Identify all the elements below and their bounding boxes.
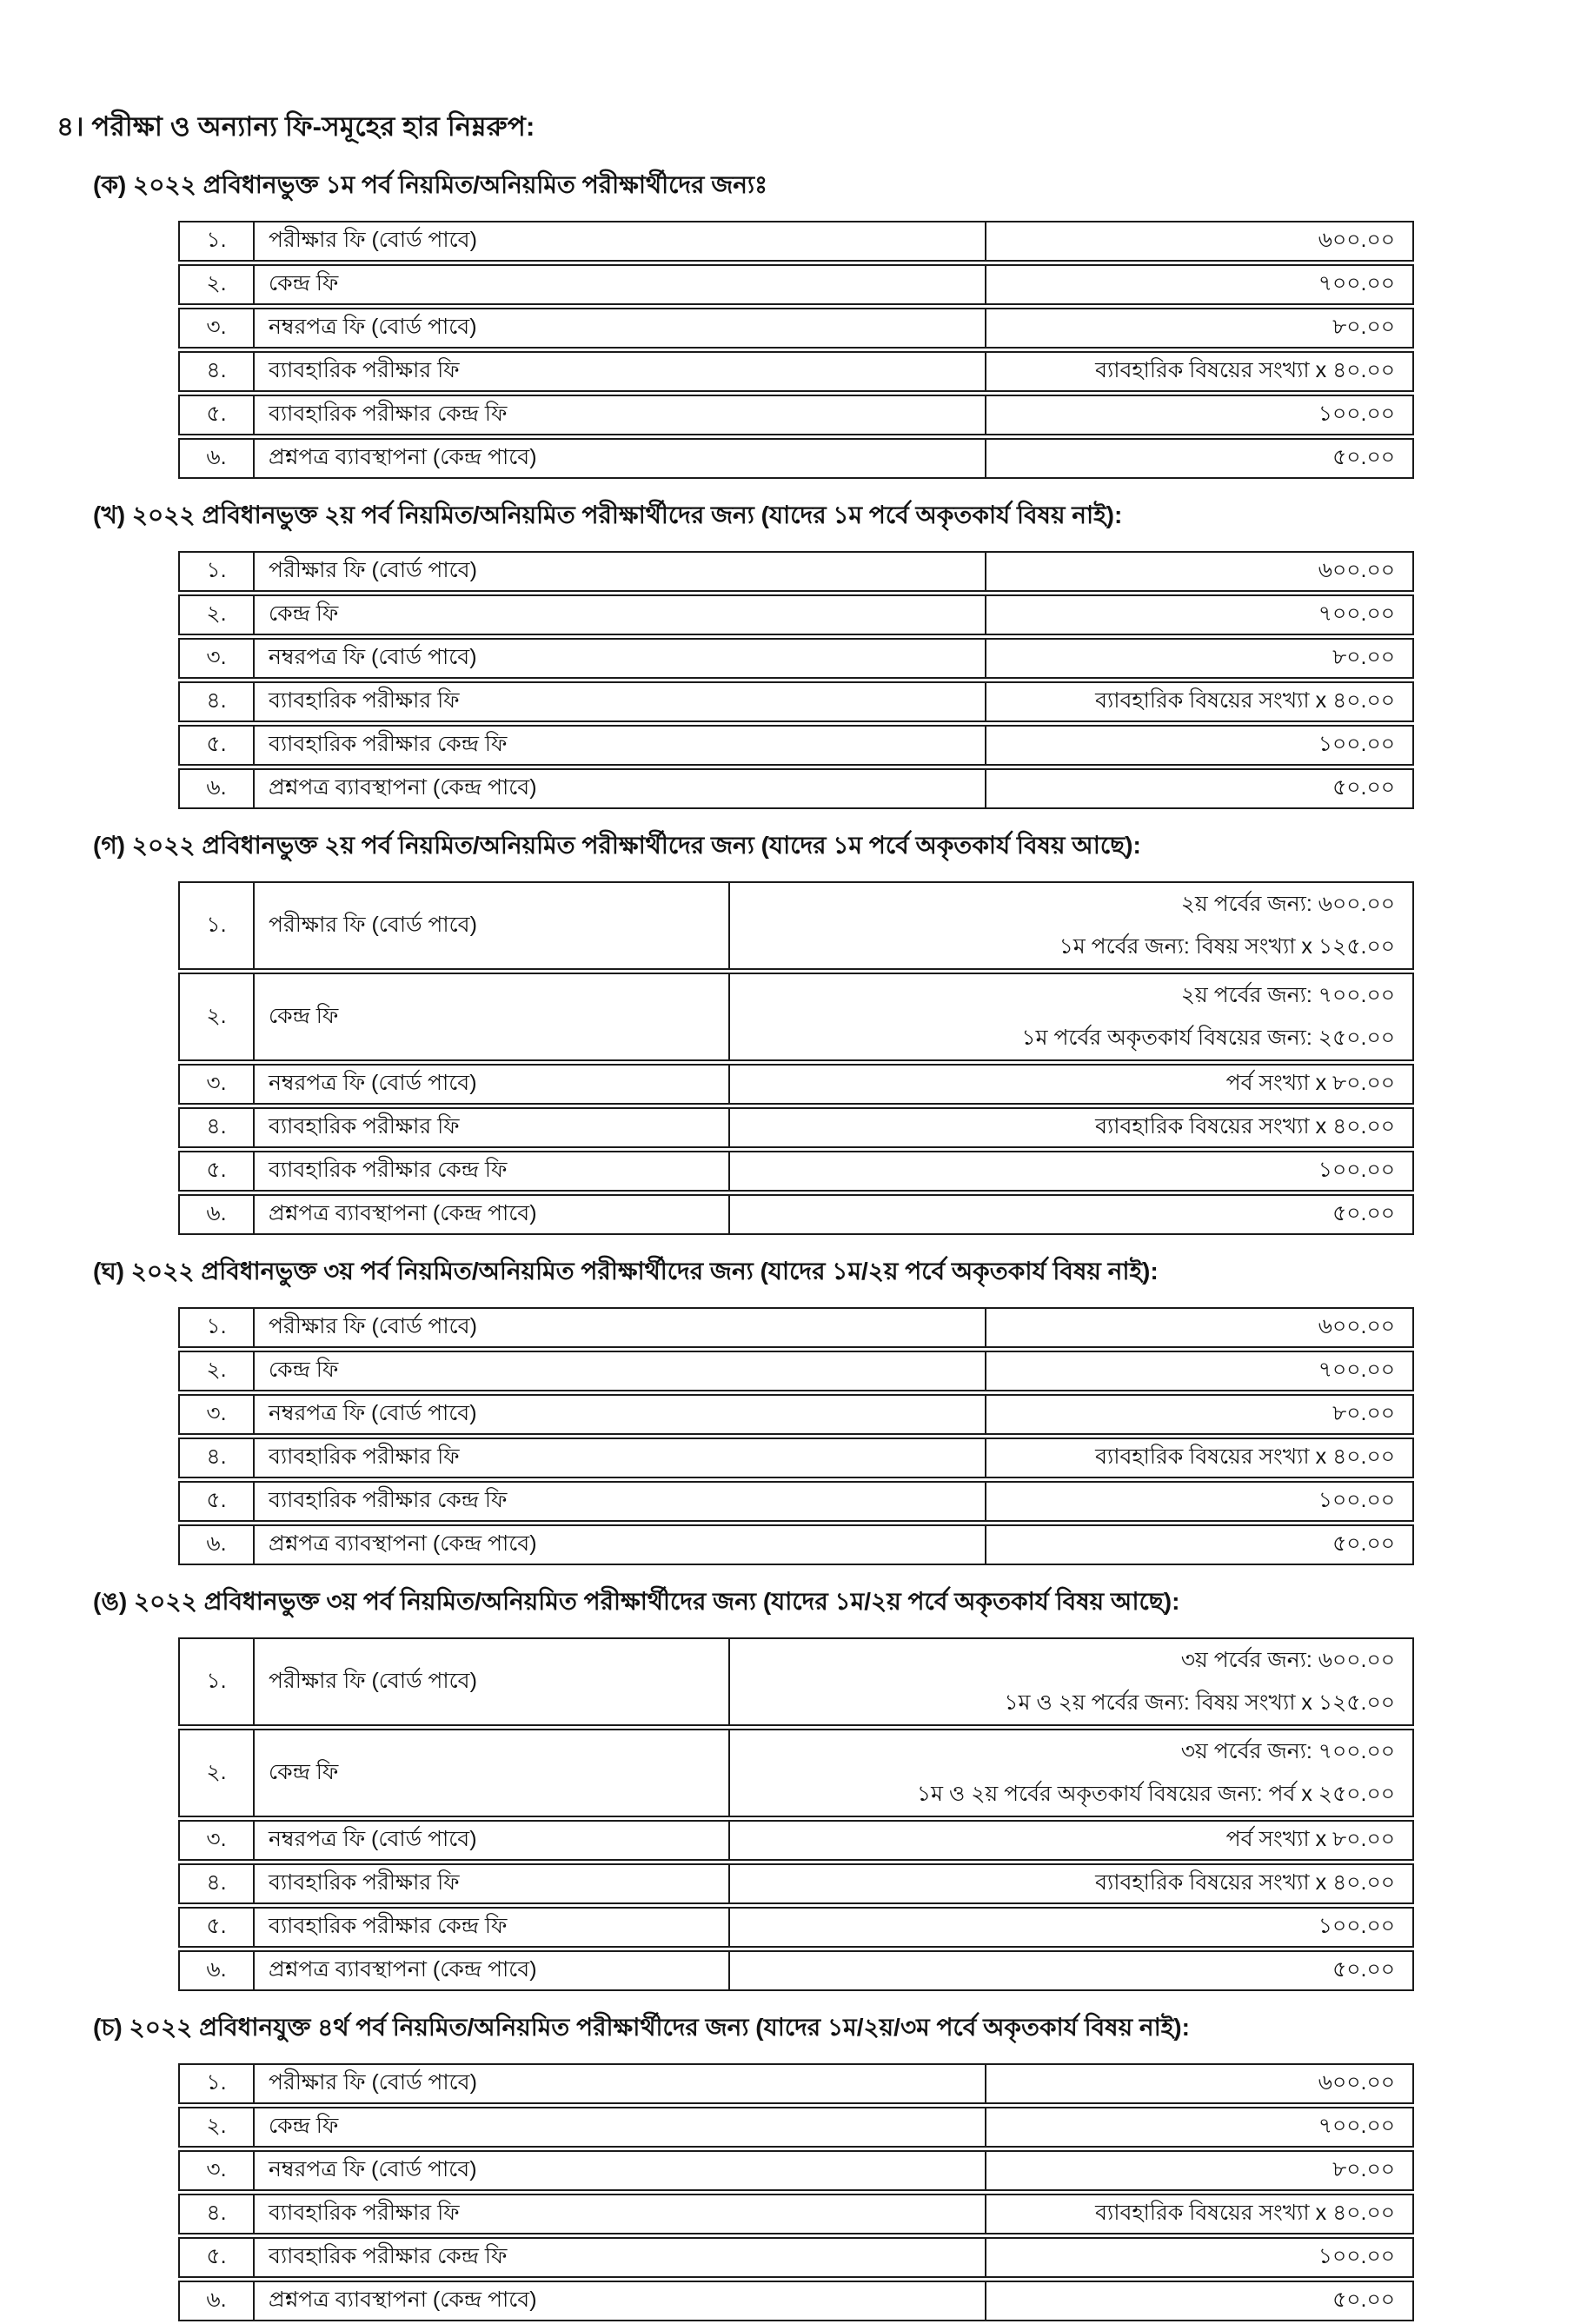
item-cell: পরীক্ষার ফি (বোর্ড পাবে): [255, 1637, 730, 1726]
table-row: [178, 264, 1414, 305]
value-line: ৭০০.০০: [1318, 601, 1395, 626]
serial-cell: ৩.: [178, 1394, 255, 1435]
value-line: ১ম ও ২য় পর্বের জন্য: বিষয় সংখ্যা x ১২৫.০০: [1004, 1690, 1395, 1715]
value-line: ৬০০.০০: [1318, 1314, 1395, 1338]
table-row: [178, 2281, 1414, 2321]
table-row: [178, 1307, 1414, 1348]
serial-cell: ৫.: [178, 1481, 255, 1522]
table-row: [178, 2194, 1414, 2234]
item-cell: কেন্দ্র ফি: [255, 594, 986, 635]
value-line: ৮০.০০: [1332, 315, 1395, 339]
item-cell: প্রশ্নপত্র ব্যাবস্থাপনা (কেন্দ্র পাবে): [255, 1194, 730, 1235]
table-row: [178, 594, 1414, 635]
value-line: ৮০.০০: [1332, 1401, 1395, 1425]
value-line: ৫০.০০: [1332, 2287, 1395, 2312]
value-line: ১ম পর্বের জন্য: বিষয় সংখ্যা x ১২৫.০০: [1059, 934, 1395, 959]
value-cell: [986, 551, 1414, 592]
table-row: [178, 551, 1414, 592]
value-cell: [986, 438, 1414, 479]
serial-cell: ২.: [178, 594, 255, 635]
value-line: ৬০০.০০: [1318, 228, 1395, 252]
value-cell: [730, 1729, 1414, 1817]
serial-cell: ১.: [178, 551, 255, 592]
item-cell: ব্যাবহারিক পরীক্ষার ফি: [255, 1107, 730, 1148]
value-cell: [986, 395, 1414, 435]
value-line: পর্ব সংখ্যা x ৮০.০০: [1225, 1071, 1395, 1095]
value-line: ব্যাবহারিক বিষয়ের সংখ্যা x ৪০.০০: [1095, 1870, 1395, 1895]
value-line: ৭০০.০০: [1318, 2114, 1395, 2138]
section-heading: (ক) ২০২২ প্রবিধানভুক্ত ১ম পর্ব নিয়মিত/অনিয়মিত পরীক্ষার্থীদের জন্যঃ: [93, 171, 768, 198]
item-cell: ব্যাবহারিক পরীক্ষার কেন্দ্র ফি: [255, 2237, 986, 2278]
value-line: ৬০০.০০: [1318, 2070, 1395, 2095]
value-line: ১০০.০০: [1318, 1488, 1395, 1512]
item-cell: প্রশ্নপত্র ব্যাবস্থাপনা (কেন্দ্র পাবে): [255, 1950, 730, 1991]
fee-section: [56, 166, 1504, 481]
serial-cell: ৫.: [178, 725, 255, 766]
item-cell: নম্বরপত্র ফি (বোর্ড পাবে): [255, 638, 986, 679]
value-line: ৫০.০০: [1332, 1957, 1395, 1982]
table-row: [178, 2237, 1414, 2278]
value-cell: [730, 1907, 1414, 1948]
table-row: [178, 725, 1414, 766]
table-row: [178, 768, 1414, 809]
item-cell: ব্যাবহারিক পরীক্ষার ফি: [255, 1438, 986, 1478]
value-cell: [986, 638, 1414, 679]
table-row: [178, 881, 1414, 970]
item-cell: পরীক্ষার ফি (বোর্ড পাবে): [255, 551, 986, 592]
value-line: ২য় পর্বের জন্য: ৭০০.০০: [1180, 983, 1395, 1007]
fee-section: [56, 1252, 1504, 1568]
value-cell: [986, 351, 1414, 392]
value-line: ৬০০.০০: [1318, 558, 1395, 582]
value-line: ১০০.০০: [1318, 1158, 1395, 1182]
serial-cell: ১.: [178, 221, 255, 262]
serial-cell: ২.: [178, 973, 255, 1061]
value-line: ৩য় পর্বের জন্য: ৬০০.০০: [1180, 1648, 1395, 1672]
serial-cell: ৬.: [178, 768, 255, 809]
serial-cell: ৩.: [178, 2150, 255, 2191]
value-line: ৭০০.০০: [1318, 1358, 1395, 1382]
serial-cell: ৪.: [178, 681, 255, 722]
serial-cell: ৪.: [178, 1863, 255, 1904]
table-row: [178, 638, 1414, 679]
item-cell: ব্যাবহারিক পরীক্ষার ফি: [255, 681, 986, 722]
serial-cell: ৪.: [178, 2194, 255, 2234]
serial-cell: ২.: [178, 2107, 255, 2148]
serial-cell: ১.: [178, 881, 255, 970]
table-row: [178, 1394, 1414, 1435]
item-cell: নম্বরপত্র ফি (বোর্ড পাবে): [255, 1820, 730, 1861]
item-cell: প্রশ্নপত্র ব্যাবস্থাপনা (কেন্দ্র পাবে): [255, 2281, 986, 2321]
item-cell: ব্যাবহারিক পরীক্ষার কেন্দ্র ফি: [255, 395, 986, 435]
value-line: ১০০.০০: [1318, 2244, 1395, 2268]
item-cell: কেন্দ্র ফি: [255, 1729, 730, 1817]
serial-cell: ৫.: [178, 1151, 255, 1192]
item-cell: নম্বরপত্র ফি (বোর্ড পাবে): [255, 308, 986, 349]
value-line: ৫০.০০: [1332, 1201, 1395, 1225]
value-line: ব্যাবহারিক বিষয়ের সংখ্যা x ৪০.০০: [1095, 358, 1395, 382]
table-row: [178, 221, 1414, 262]
value-line: ৫০.০০: [1332, 775, 1395, 800]
fee-table: [178, 218, 1414, 481]
section-heading: (ঙ) ২০২২ প্রবিধানভুক্ত ৩য় পর্ব নিয়মিত/অনিয়মিত পরীক্ষার্থীদের জন্য (যাদের ১ম/২য় পর্বে অকৃতকার্য বিষয় আছে):: [93, 1588, 1180, 1615]
serial-cell: ৬.: [178, 2281, 255, 2321]
section-heading: (চ) ২০২২ প্রবিধানযুক্ত ৪র্থ পর্ব নিয়মিত/অনিয়মিত পরীক্ষার্থীদের জন্য (যাদের ১ম/২য়/৩ম পর্বে অকৃতকার্য বিষয় নাই):: [93, 2014, 1190, 2041]
serial-cell: ৫.: [178, 395, 255, 435]
table-row: [178, 1729, 1414, 1817]
value-cell: [986, 1481, 1414, 1522]
value-cell: [986, 2237, 1414, 2278]
value-cell: [730, 1107, 1414, 1148]
value-line: ৫০.০০: [1332, 1531, 1395, 1556]
serial-cell: ২.: [178, 264, 255, 305]
item-cell: প্রশ্নপত্র ব্যাবস্থাপনা (কেন্দ্র পাবে): [255, 1524, 986, 1565]
value-cell: [730, 973, 1414, 1061]
value-cell: [986, 1351, 1414, 1391]
value-cell: [986, 2063, 1414, 2104]
table-row: [178, 1064, 1414, 1105]
table-row: [178, 1481, 1414, 1522]
item-cell: ব্যাবহারিক পরীক্ষার ফি: [255, 351, 986, 392]
value-cell: [986, 2194, 1414, 2234]
serial-cell: ৩.: [178, 1820, 255, 1861]
value-cell: [730, 1151, 1414, 1192]
serial-cell: ৫.: [178, 1907, 255, 1948]
table-row: [178, 973, 1414, 1061]
fee-table: [178, 548, 1414, 812]
value-line: ১০০.০০: [1318, 732, 1395, 756]
table-row: [178, 1351, 1414, 1391]
item-cell: ব্যাবহারিক পরীক্ষার কেন্দ্র ফি: [255, 1907, 730, 1948]
value-cell: [986, 1394, 1414, 1435]
value-cell: [730, 1820, 1414, 1861]
fee-table: [178, 1635, 1414, 1994]
value-line: ৮০.০০: [1332, 645, 1395, 669]
value-cell: [730, 1863, 1414, 1904]
value-cell: [986, 2281, 1414, 2321]
page-title: ৪। পরীক্ষা ও অন্যান্য ফি-সমূহের হার নিম্নরুপ:: [56, 111, 535, 142]
table-row: [178, 1438, 1414, 1478]
value-cell: [986, 221, 1414, 262]
fee-table: [178, 879, 1414, 1238]
table-row: [178, 1107, 1414, 1148]
table-row: [178, 1194, 1414, 1235]
item-cell: ব্যাবহারিক পরীক্ষার ফি: [255, 1863, 730, 1904]
item-cell: প্রশ্নপত্র ব্যাবস্থাপনা (কেন্দ্র পাবে): [255, 438, 986, 479]
value-line: ১০০.০০: [1318, 1914, 1395, 1938]
value-cell: [730, 1950, 1414, 1991]
value-cell: [986, 2107, 1414, 2148]
item-cell: পরীক্ষার ফি (বোর্ড পাবে): [255, 881, 730, 970]
table-row: [178, 1820, 1414, 1861]
table-row: [178, 438, 1414, 479]
serial-cell: ১.: [178, 2063, 255, 2104]
fee-table: [178, 2061, 1414, 2324]
value-cell: [986, 725, 1414, 766]
item-cell: ব্যাবহারিক পরীক্ষার কেন্দ্র ফি: [255, 1481, 986, 1522]
table-row: [178, 351, 1414, 392]
value-line: ব্যাবহারিক বিষয়ের সংখ্যা x ৪০.০০: [1095, 1444, 1395, 1469]
item-cell: নম্বরপত্র ফি (বোর্ড পাবে): [255, 2150, 986, 2191]
value-line: ৮০.০০: [1332, 2157, 1395, 2181]
serial-cell: ৬.: [178, 1524, 255, 1565]
serial-cell: ৫.: [178, 2237, 255, 2278]
value-line: ৭০০.০০: [1318, 271, 1395, 295]
value-cell: [730, 1194, 1414, 1235]
table-row: [178, 1950, 1414, 1991]
fee-section: [56, 2009, 1504, 2324]
item-cell: পরীক্ষার ফি (বোর্ড পাবে): [255, 221, 986, 262]
value-line: ৩য় পর্বের জন্য: ৭০০.০০: [1180, 1739, 1395, 1763]
serial-cell: ২.: [178, 1351, 255, 1391]
fee-section: [56, 496, 1504, 812]
value-cell: [986, 594, 1414, 635]
serial-cell: ৬.: [178, 1194, 255, 1235]
serial-cell: ৩.: [178, 308, 255, 349]
serial-cell: ৬.: [178, 438, 255, 479]
value-line: ব্যাবহারিক বিষয়ের সংখ্যা x ৪০.০০: [1095, 1114, 1395, 1139]
table-row: [178, 395, 1414, 435]
item-cell: নম্বরপত্র ফি (বোর্ড পাবে): [255, 1394, 986, 1435]
fee-table: [178, 1305, 1414, 1568]
item-cell: ব্যাবহারিক পরীক্ষার ফি: [255, 2194, 986, 2234]
item-cell: পরীক্ষার ফি (বোর্ড পাবে): [255, 2063, 986, 2104]
value-cell: [986, 1307, 1414, 1348]
serial-cell: ২.: [178, 1729, 255, 1817]
value-line: ১০০.০০: [1318, 402, 1395, 426]
item-cell: কেন্দ্র ফি: [255, 973, 730, 1061]
value-cell: [986, 681, 1414, 722]
serial-cell: ৩.: [178, 1064, 255, 1105]
value-cell: [986, 308, 1414, 349]
item-cell: কেন্দ্র ফি: [255, 264, 986, 305]
value-line: ১ম ও ২য় পর্বের অকৃতকার্য বিষয়ের জন্য: পর্ব x ২৫০.০০: [916, 1782, 1395, 1806]
table-row: [178, 1907, 1414, 1948]
section-heading: (ঘ) ২০২২ প্রবিধানভুক্ত ৩য় পর্ব নিয়মিত/অনিয়মিত পরীক্ষার্থীদের জন্য (যাদের ১ম/২য় পর্বে অকৃতকার্য বিষয় নাই):: [93, 1258, 1159, 1285]
value-line: ব্যাবহারিক বিষয়ের সংখ্যা x ৪০.০০: [1095, 688, 1395, 713]
serial-cell: ১.: [178, 1307, 255, 1348]
serial-cell: ৬.: [178, 1950, 255, 1991]
value-cell: [986, 2150, 1414, 2191]
value-cell: [986, 768, 1414, 809]
table-row: [178, 308, 1414, 349]
table-row: [178, 1863, 1414, 1904]
value-cell: [730, 1064, 1414, 1105]
table-row: [178, 1637, 1414, 1726]
sections-container: [56, 166, 1504, 2324]
table-row: [178, 1151, 1414, 1192]
value-cell: [730, 881, 1414, 970]
value-line: ৫০.০০: [1332, 445, 1395, 469]
table-row: [178, 2107, 1414, 2148]
table-row: [178, 2063, 1414, 2104]
item-cell: কেন্দ্র ফি: [255, 1351, 986, 1391]
item-cell: নম্বরপত্র ফি (বোর্ড পাবে): [255, 1064, 730, 1105]
serial-cell: ১.: [178, 1637, 255, 1726]
value-cell: [986, 1438, 1414, 1478]
serial-cell: ৪.: [178, 1107, 255, 1148]
section-heading: (গ) ২০২২ প্রবিধানভুক্ত ২য় পর্ব নিয়মিত/অনিয়মিত পরীক্ষার্থীদের জন্য (যাদের ১ম পর্বে অকৃতকার্য বিষয় আছে):: [93, 832, 1141, 859]
value-cell: [986, 1524, 1414, 1565]
value-line: ১ম পর্বের অকৃতকার্য বিষয়ের জন্য: ২৫০.০০: [1021, 1026, 1395, 1050]
table-row: [178, 2150, 1414, 2191]
serial-cell: ৩.: [178, 638, 255, 679]
value-line: ২য় পর্বের জন্য: ৬০০.০০: [1180, 892, 1395, 916]
serial-cell: ৪.: [178, 1438, 255, 1478]
value-cell: [730, 1637, 1414, 1726]
serial-cell: ৪.: [178, 351, 255, 392]
item-cell: প্রশ্নপত্র ব্যাবস্থাপনা (কেন্দ্র পাবে): [255, 768, 986, 809]
fee-section: [56, 827, 1504, 1238]
value-line: পর্ব সংখ্যা x ৮০.০০: [1225, 1827, 1395, 1851]
value-line: ব্যাবহারিক বিষয়ের সংখ্যা x ৪০.০০: [1095, 2201, 1395, 2225]
item-cell: কেন্দ্র ফি: [255, 2107, 986, 2148]
section-heading: (খ) ২০২২ প্রবিধানভুক্ত ২য় পর্ব নিয়মিত/অনিয়মিত পরীক্ষার্থীদের জন্য (যাদের ১ম পর্বে অকৃতকার্য বিষয় নাই):: [93, 501, 1123, 528]
item-cell: ব্যাবহারিক পরীক্ষার কেন্দ্র ফি: [255, 1151, 730, 1192]
fee-section: [56, 1583, 1504, 1994]
item-cell: পরীক্ষার ফি (বোর্ড পাবে): [255, 1307, 986, 1348]
table-row: [178, 681, 1414, 722]
item-cell: ব্যাবহারিক পরীক্ষার কেন্দ্র ফি: [255, 725, 986, 766]
value-cell: [986, 264, 1414, 305]
table-row: [178, 1524, 1414, 1565]
